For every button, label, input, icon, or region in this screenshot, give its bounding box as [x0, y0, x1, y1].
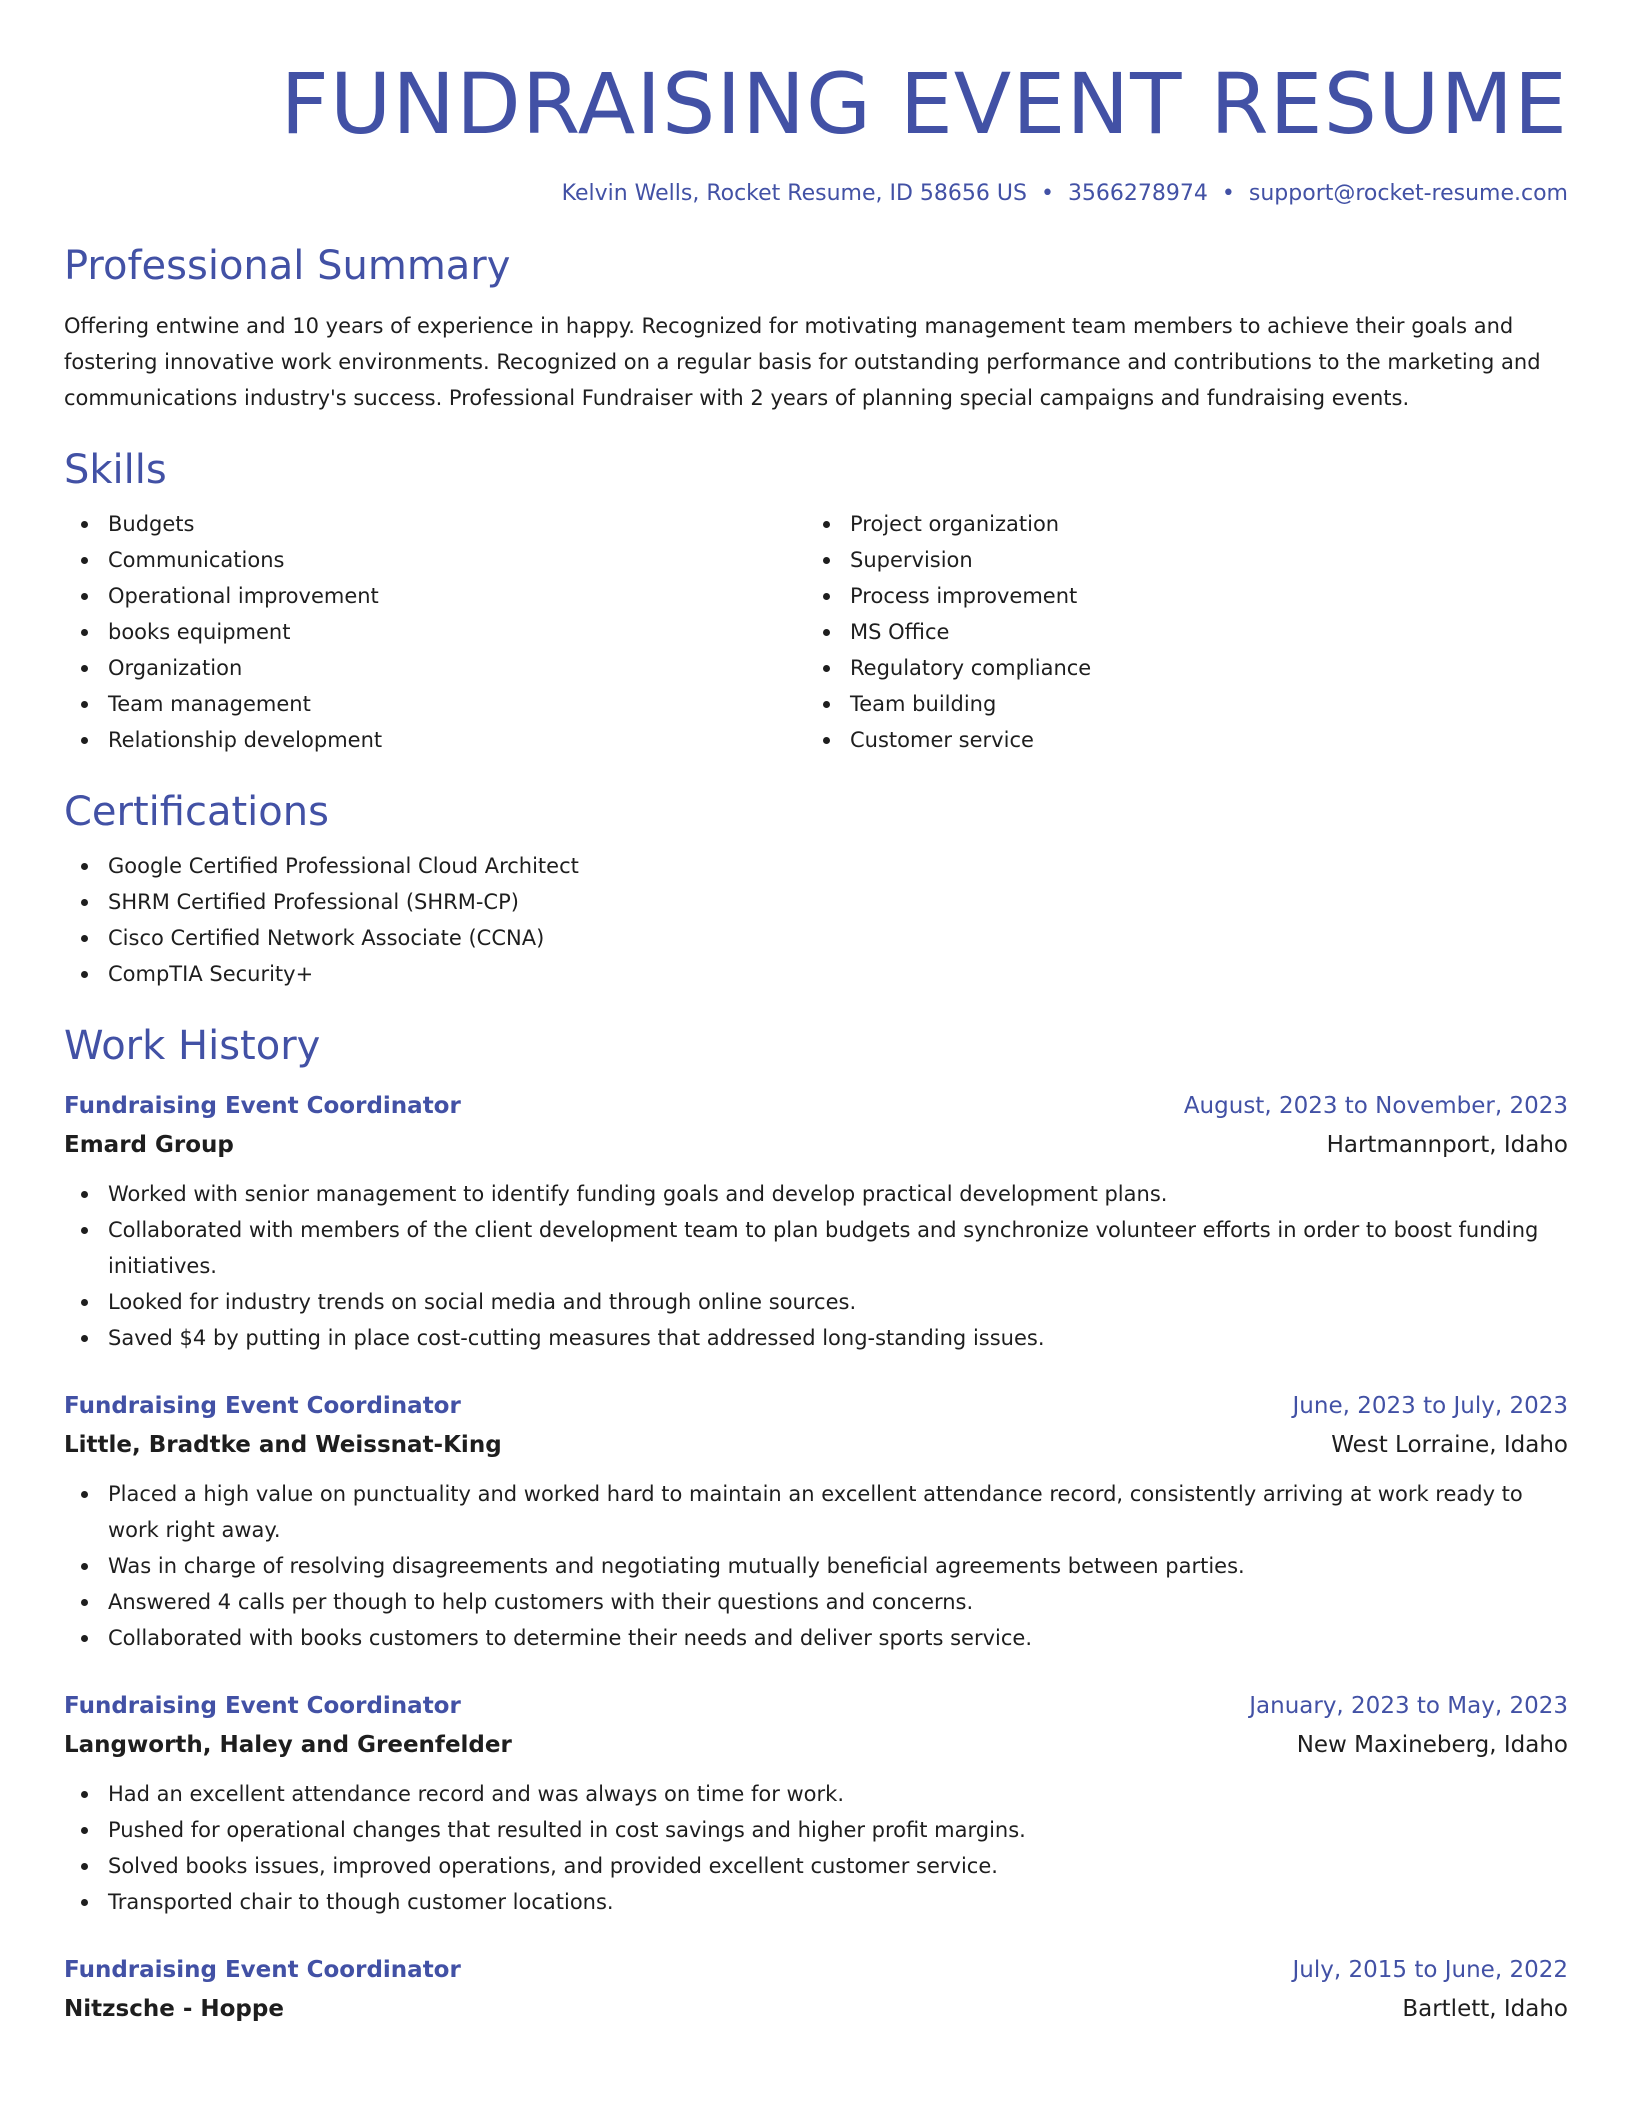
job-company-row: [64, 1126, 1568, 1164]
skill-item: Communications: [64, 542, 806, 578]
contact-separator: •: [1040, 181, 1054, 206]
job-duty: Worked with senior management to identify funding goals and develop practical development plans.: [64, 1176, 1568, 1212]
skill-item: Team building: [806, 686, 1548, 722]
job-title: Fundraising Event Coordinator: [64, 1693, 461, 1719]
job-location: Hartmannport, Idaho: [1326, 1132, 1568, 1158]
job-dates: August, 2023 to November, 2023: [1183, 1093, 1568, 1119]
certifications-list: [64, 848, 1568, 992]
job-title-row: [64, 1086, 1568, 1126]
skills-list-left: [64, 506, 806, 758]
job-company: Emard Group: [64, 1132, 234, 1158]
job-duties-list: [64, 1776, 1568, 1920]
job-duty: Placed a high value on punctuality and worked hard to maintain an excellent attendance record, consistently arriving at work ready to work right away.: [64, 1476, 1568, 1548]
job-title-row: [64, 1686, 1568, 1726]
summary-section: [64, 238, 1568, 416]
contact-separator: •: [1221, 181, 1235, 206]
job-title: Fundraising Event Coordinator: [64, 1393, 461, 1419]
job-location: New Maxineberg, Idaho: [1296, 1732, 1568, 1758]
skill-item: Project organization: [806, 506, 1548, 542]
contact-line: [64, 178, 1568, 210]
job-duty: Transported chair to though customer locations.: [64, 1884, 1568, 1920]
job-dates: January, 2023 to May, 2023: [1249, 1693, 1568, 1719]
certification-item: Google Certified Professional Cloud Architect: [64, 848, 1568, 884]
work-history-section: [64, 1018, 1568, 2028]
job-dates: July, 2015 to June, 2022: [1292, 1957, 1568, 1983]
job-dates: June, 2023 to July, 2023: [1292, 1393, 1568, 1419]
skill-item: MS Office: [806, 614, 1548, 650]
job-duty: Answered 4 calls per though to help customers with their questions and concerns.: [64, 1584, 1568, 1620]
job-duties-list: [64, 1176, 1568, 1356]
job-title: Fundraising Event Coordinator: [64, 1957, 461, 1983]
job-title: Fundraising Event Coordinator: [64, 1093, 461, 1119]
skill-item: Budgets: [64, 506, 806, 542]
work-history-heading: Work History: [64, 1023, 321, 1069]
skill-item: Supervision: [806, 542, 1548, 578]
job-company: Langworth, Haley and Greenfelder: [64, 1732, 512, 1758]
job-duty: Was in charge of resolving disagreements and negotiating mutually beneficial agreements between parties.: [64, 1548, 1568, 1584]
skill-item: Operational improvement: [64, 578, 806, 614]
job-location: Bartlett, Idaho: [1402, 1996, 1568, 2022]
job-duty: Had an excellent attendance record and was always on time for work.: [64, 1776, 1568, 1812]
job-entry: [64, 1950, 1568, 2028]
job-entry: [64, 1086, 1568, 1356]
job-company-row: [64, 1726, 1568, 1764]
job-duty: Collaborated with books customers to determine their needs and deliver sports service.: [64, 1620, 1568, 1656]
job-title-row: [64, 1386, 1568, 1426]
skills-list-right: [806, 506, 1548, 758]
skills-grid: [64, 506, 1568, 758]
job-title-row: [64, 1950, 1568, 1990]
job-company-row: [64, 1426, 1568, 1464]
summary-heading: Professional Summary: [64, 243, 511, 289]
job-company: Little, Bradtke and Weissnat-King: [64, 1432, 502, 1458]
contact-email: support@rocket-resume.com: [1248, 181, 1568, 206]
job-entry: [64, 1386, 1568, 1656]
job-duty: Collaborated with members of the client development team to plan budgets and synchronize volunteer efforts in order to boost funding initiatives.: [64, 1212, 1568, 1284]
skill-item: Customer service: [806, 722, 1548, 758]
contact-address: Kelvin Wells, Rocket Resume, ID 58656 US: [561, 181, 1027, 206]
certification-item: CompTIA Security+: [64, 956, 1568, 992]
certifications-heading: Certifications: [64, 789, 329, 835]
job-location: West Lorraine, Idaho: [1331, 1432, 1568, 1458]
skill-item: Relationship development: [64, 722, 806, 758]
job-duty: Solved books issues, improved operations, and provided excellent customer service.: [64, 1848, 1568, 1884]
skill-item: Process improvement: [806, 578, 1548, 614]
skill-item: books equipment: [64, 614, 806, 650]
contact-phone: 3566278974: [1067, 181, 1208, 206]
certification-item: Cisco Certified Network Associate (CCNA): [64, 920, 1568, 956]
skills-heading: Skills: [64, 447, 167, 493]
skill-item: Regulatory compliance: [806, 650, 1548, 686]
job-duty: Saved $4 by putting in place cost-cutting measures that addressed long-standing issues.: [64, 1320, 1568, 1356]
job-duty: Looked for industry trends on social media and through online sources.: [64, 1284, 1568, 1320]
job-duties-list: [64, 1476, 1568, 1656]
job-company-row: [64, 1990, 1568, 2028]
skill-item: Organization: [64, 650, 806, 686]
job-duty: Pushed for operational changes that resulted in cost savings and higher profit margins.: [64, 1812, 1568, 1848]
certification-item: SHRM Certified Professional (SHRM-CP): [64, 884, 1568, 920]
resume-header: [64, 44, 1568, 210]
job-entry: [64, 1686, 1568, 1920]
summary-text: Offering entwine and 10 years of experience in happy. Recognized for motivating management team members to achieve their goals and fostering innovative work environments. Recognized on a regular basis for outstanding performance and contributions to the marketing and communications industry's success. Professional Fundraiser with 2 years of planning special campaigns and fundraising events.: [64, 314, 1541, 410]
skill-item: Team management: [64, 686, 806, 722]
resume-title: FUNDRAISING EVENT RESUME: [280, 55, 1568, 153]
job-company: Nitzsche - Hoppe: [64, 1996, 284, 2022]
skills-section: [64, 442, 1568, 758]
certifications-section: [64, 784, 1568, 992]
